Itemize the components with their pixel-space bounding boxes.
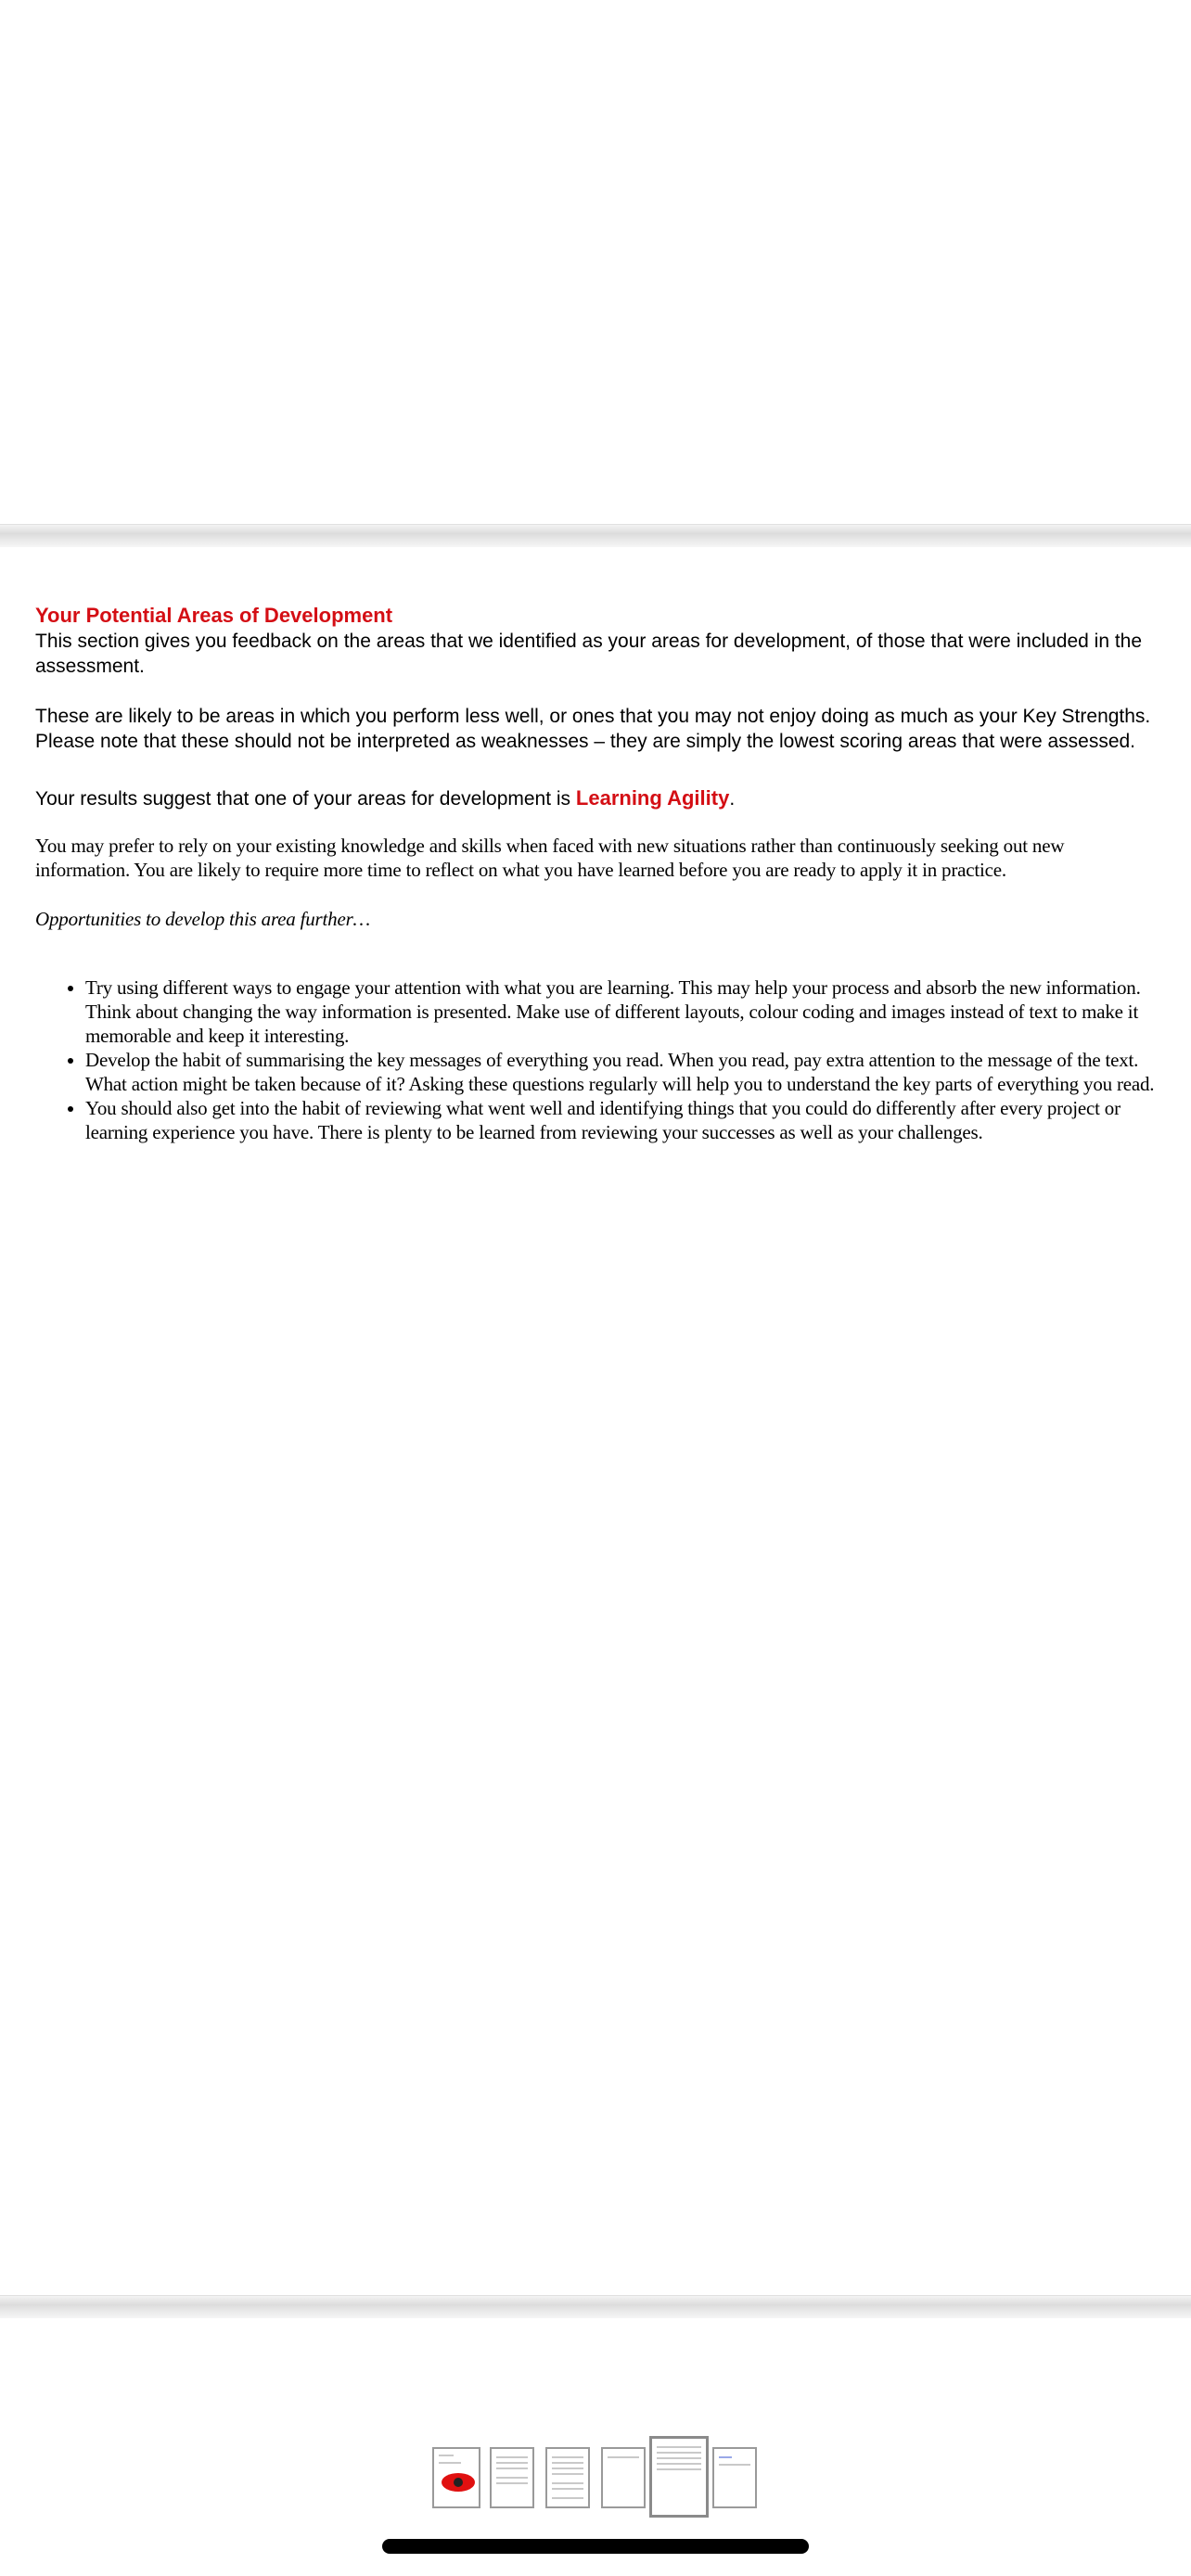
home-indicator[interactable] <box>382 2539 809 2554</box>
section-note: These are likely to be areas in which you perform less well, or ones that you may not enjoy doing as much as your Key Strengths. Please note that these should not be interpreted as weaknesses – they are simply the lowest scoring areas that were assessed. <box>35 706 1151 752</box>
thumbnail-page-4[interactable] <box>601 2447 646 2508</box>
page-thumbnail-strip <box>0 2436 1191 2519</box>
result-prefix: Your results suggest that one of your areas for development is <box>35 788 576 810</box>
thumbnail-page-1[interactable] <box>432 2447 480 2508</box>
page-separator <box>0 2295 1191 2319</box>
list-item: • Develop the habit of summarising the key messages of everything you read. When you read, pay extra attention to the message of the text. What action might be taken because of it? Asking these questions regularly will help you to understand the key parts of everything you read. <box>85 1048 1158 1096</box>
page-content <box>35 603 1158 1144</box>
list-item: • Try using different ways to engage your attention with what you are learning. This may help your process and absorb the new information. Think about changing the way information is presented. Make use of different layouts, colour coding and images instead of text to make it memorable and keep it interesting. <box>85 976 1158 1048</box>
development-tips-list <box>35 976 1158 1144</box>
list-item: • You should also get into the habit of reviewing what went well and identifying things that you could do differently after every project or learning experience you have. There is plenty to be learned from reviewing your successes as well as your challenges. <box>85 1096 1158 1144</box>
page-separator <box>0 524 1191 548</box>
result-suffix: . <box>729 788 736 810</box>
section-intro: This section gives you feedback on the areas that we identified as your areas for development, of those that were included in the assessment. <box>35 631 1143 677</box>
thumbnail-page-5[interactable] <box>649 2436 709 2518</box>
thumbnail-page-2[interactable] <box>490 2447 534 2508</box>
previous-page <box>0 0 1191 524</box>
area-description: You may prefer to rely on your existing knowledge and skills when faced with new situations rather than continuously seeking out new information. You are likely to require more time to reflect on what you have learned before you are ready to apply it in practice. <box>35 835 1065 881</box>
lips-logo-icon <box>442 2473 475 2492</box>
next-page-text-fragment <box>35 2374 1056 2381</box>
document-page <box>0 547 1191 2295</box>
thumbnail-page-3[interactable] <box>545 2447 590 2508</box>
result-statement <box>35 785 1158 811</box>
thumbnail-page-6[interactable] <box>712 2447 757 2508</box>
section-heading: Your Potential Areas of Development <box>35 604 393 627</box>
development-area: Learning Agility <box>575 786 730 810</box>
opportunities-label: Opportunities to develop this area further… <box>35 908 371 930</box>
